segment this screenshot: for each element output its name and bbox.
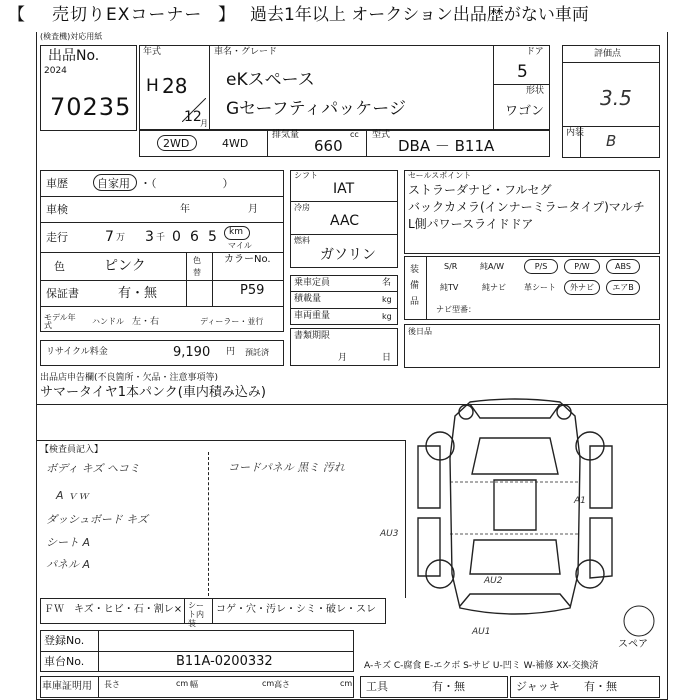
- later-label: 後日品: [408, 327, 432, 336]
- history-label: 車歴: [46, 177, 68, 190]
- mileage-d4: 千: [156, 233, 166, 243]
- recycle-deposit: 預託済: [245, 348, 269, 357]
- inspector-label: 【検査員記入】: [40, 445, 104, 455]
- displacement-value: 660: [314, 137, 343, 155]
- drive-2wd: 2WD: [163, 137, 190, 150]
- inspector-note-5: パネル A: [46, 558, 91, 571]
- tools-value: 有・無: [432, 680, 465, 693]
- selling-label: セールスポイント: [408, 171, 472, 180]
- fw-label: ＦＷ: [44, 604, 64, 615]
- warranty-label: 保証書: [46, 287, 79, 300]
- later-box: [404, 324, 660, 368]
- load-label: 積載量: [294, 294, 322, 304]
- car-grade: Gセーフティパッケージ: [226, 99, 406, 119]
- weight-unit: kg: [382, 312, 392, 321]
- inspector-note-4: シート A: [46, 536, 91, 549]
- cert-width: 幅: [190, 680, 198, 689]
- top-note: (検査機)対応用紙: [40, 32, 103, 41]
- equip-label: 装備品: [410, 265, 420, 307]
- mileage-d6: 6: [190, 229, 199, 245]
- inspector-note-1: ボディ キズ ヘコミ: [46, 462, 140, 475]
- mileage-d5: 0: [172, 229, 181, 245]
- color-label: 色: [54, 260, 65, 273]
- mileage-d7: 5: [208, 229, 217, 245]
- inspector-note-2: A ｖｗ: [56, 489, 90, 502]
- seat-label: シート内装: [188, 601, 204, 628]
- selling-line-2: バックカメラ(インナーミラータイプ)マルチ: [408, 200, 645, 214]
- fw-items: キズ・ヒビ・石・割レ×: [74, 604, 183, 615]
- displacement-unit: cc: [350, 130, 359, 139]
- lot-number: 70235: [50, 93, 132, 121]
- cert-length: 長さ: [104, 680, 120, 689]
- reg-label: 登録No.: [44, 634, 85, 647]
- chassis-label: 車台No.: [44, 655, 85, 668]
- capacity-unit: 名: [382, 278, 392, 288]
- inspection-month: 月: [248, 204, 258, 215]
- selling-line-1: ストラーダナビ・フルセグ: [408, 183, 552, 197]
- year-value: 28: [162, 74, 188, 98]
- weight-label: 車両重量: [294, 311, 331, 321]
- car-name-label: 車名・グレード: [214, 47, 278, 57]
- mileage-km: km: [229, 227, 243, 237]
- shape-value: ワゴン: [505, 104, 545, 119]
- docs-day: 日: [382, 353, 392, 363]
- seat-items: コゲ・穴・汚レ・シミ・破レ・スレ: [216, 604, 376, 615]
- banner: [0, 0, 700, 32]
- mileage-mile: マイル: [228, 241, 252, 250]
- recycle-value: 9,190: [173, 345, 211, 360]
- docs-label: 書類期限: [294, 331, 331, 341]
- jack-label: ジャッキ: [516, 680, 560, 693]
- year-era: H: [146, 76, 159, 96]
- seller-note: サマータイヤ1本パンク(車内積み込み): [40, 385, 266, 400]
- model-year-label: モデル年式: [44, 313, 76, 330]
- recycle-unit: 円: [226, 347, 236, 357]
- info-table: [40, 170, 284, 332]
- mileage-d2: 万: [116, 233, 126, 243]
- inspector-note-3: ダッシュボード キズ: [46, 513, 149, 526]
- cert-unit-3: cm: [340, 679, 353, 688]
- equip-sr: S/R: [444, 262, 458, 271]
- color-code-label: カラーNo.: [224, 254, 271, 265]
- car-name: eKスペース: [226, 70, 315, 90]
- handle-label: ハンドル: [92, 317, 124, 326]
- jack-value: 有・無: [584, 680, 617, 693]
- spare-label: スペア: [618, 639, 648, 650]
- cert-unit-2: cm: [262, 679, 275, 688]
- lot-label: 出品No.: [48, 48, 100, 64]
- cert-label: 車庫証明用: [42, 681, 92, 692]
- damage-legend: A-キズ C-腐食 E-エクボ S-サビ U-凹ミ W-補修 XX-交換済: [364, 661, 599, 671]
- fuel-label: 燃料: [294, 236, 310, 245]
- inspection-label: 車検: [46, 203, 68, 216]
- drive-4wd: 4WD: [222, 137, 249, 150]
- equip-airbag-selected: エアB: [606, 280, 640, 295]
- navi-model-label: ナビ型番：: [436, 305, 476, 314]
- color-value: ピンク: [104, 258, 146, 274]
- model-type-label: 型式: [372, 130, 391, 140]
- history-value: 自家用: [97, 177, 130, 190]
- mileage-d3: 3: [145, 229, 154, 245]
- doors-label: ドア: [526, 47, 544, 57]
- interior-grade: B: [606, 132, 617, 150]
- damage-mark-au3: AU3: [380, 529, 399, 539]
- equip-abs-selected: ABS: [606, 259, 640, 274]
- shift-label: シフト: [294, 171, 318, 180]
- damage-mark-a1: A1: [574, 496, 586, 506]
- seller-label: 出品店申告欄(不良箇所・欠品・注意事項等): [40, 373, 219, 383]
- shift-value: IAT: [333, 181, 355, 197]
- shape-label: 形状: [526, 86, 545, 96]
- equip-tv: 純TV: [440, 283, 459, 292]
- mileage-d1: 7: [105, 229, 114, 245]
- spare-tire-icon: [622, 604, 656, 638]
- tools-label: 工具: [366, 680, 388, 693]
- fuel-value: ガソリン: [320, 247, 376, 263]
- year-label: 年式: [143, 47, 162, 57]
- load-unit: kg: [382, 295, 392, 304]
- docs-month: 月: [338, 353, 348, 363]
- rating-label: 評価点: [594, 49, 622, 59]
- inspector-note-right: コードパネル 黒ミ 汚れ: [228, 461, 345, 474]
- history-rest: ・（ ）: [140, 177, 234, 190]
- model-type-value: DBA － B11A: [398, 137, 495, 155]
- banner-bracket-close: 】: [218, 5, 235, 25]
- banner-subtitle: 過去1年以上 オークション出品歴がない車両: [250, 5, 589, 25]
- rating-score: 3.5: [600, 86, 632, 110]
- banner-bracket-open: 【: [8, 5, 25, 25]
- year-month-unit: 月: [200, 119, 208, 128]
- handle-value: 左・右: [132, 317, 160, 327]
- mileage-label: 走行: [46, 231, 68, 244]
- year-month: 12: [184, 109, 202, 125]
- cert-unit-1: cm: [176, 679, 189, 688]
- banner-title: 売切りEXコーナー: [52, 5, 203, 25]
- capacity-label: 乗車定員: [294, 278, 331, 288]
- selling-line-3: L側パワースライドドア: [408, 217, 534, 231]
- equip-navi: 純ナビ: [482, 283, 506, 292]
- warranty-value: 有・無: [118, 286, 158, 301]
- equip-aw: 純A/W: [480, 262, 505, 271]
- color-code: P59: [240, 283, 265, 298]
- cert-height: 高さ: [274, 680, 290, 689]
- chassis-value: B11A-0200332: [176, 654, 273, 669]
- displacement-label: 排気量: [272, 130, 300, 140]
- recycle-label: リサイクル料金: [46, 347, 108, 357]
- ac-value: AAC: [330, 213, 360, 229]
- dealer-label: ディーラー・並行: [200, 317, 264, 326]
- damage-mark-au2: AU2: [484, 576, 503, 586]
- car-diagram: [410, 398, 620, 626]
- interior-label: 内装: [566, 128, 585, 138]
- equip-pw-selected: P/W: [564, 259, 600, 274]
- damage-mark-au1: AU1: [472, 627, 491, 637]
- equip-ps-selected: P/S: [524, 259, 558, 274]
- ac-label: 冷房: [294, 203, 310, 212]
- color-change-label: 色替: [193, 256, 201, 277]
- doors-value: 5: [517, 62, 528, 82]
- equip-ext-navi-selected: 外ナビ: [564, 280, 600, 295]
- equip-leather: 革シート: [524, 283, 556, 292]
- lot-year: 2024: [44, 66, 67, 76]
- inspection-year: 年: [180, 204, 190, 215]
